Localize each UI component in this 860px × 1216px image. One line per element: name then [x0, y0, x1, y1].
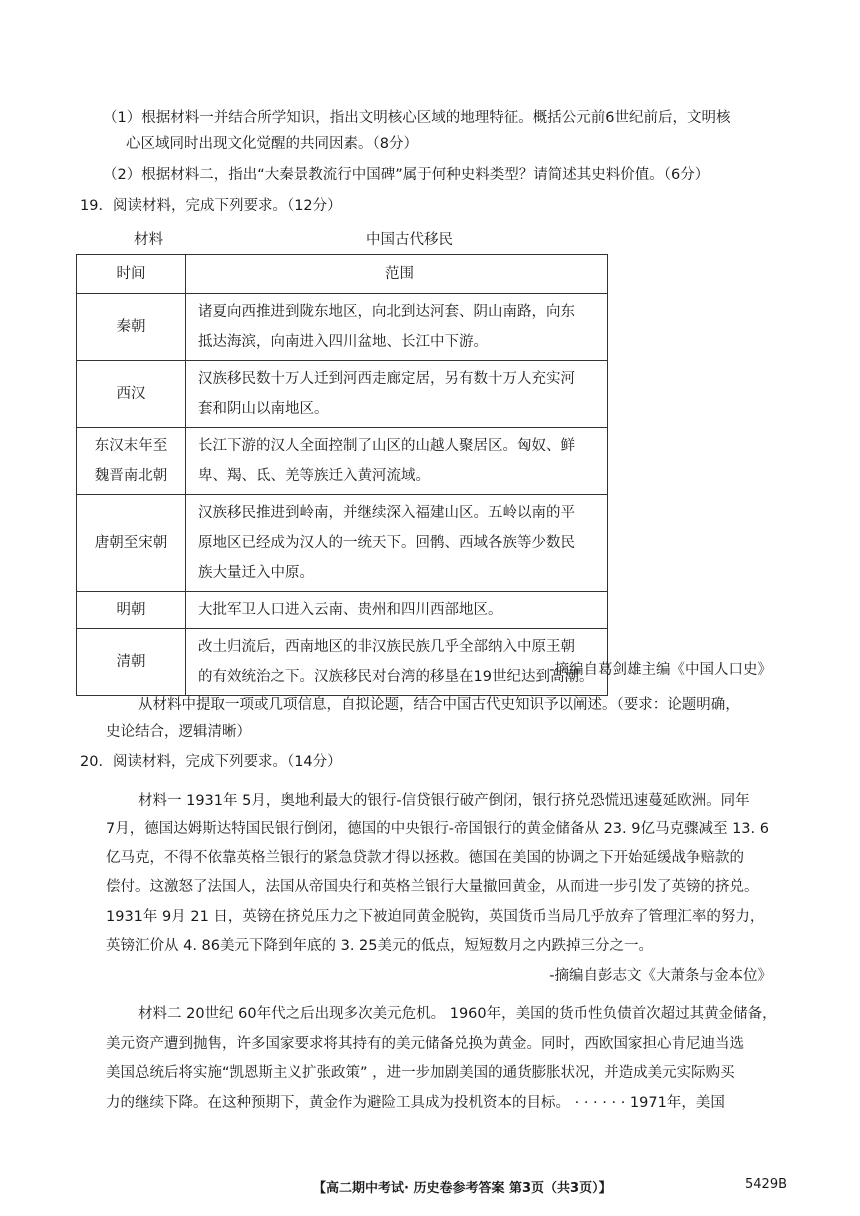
row-time-line: 唐朝至宋朝 [94, 535, 168, 551]
row-scope-line: 长江下游的汉人全面控制了山区的山越人聚居区。匈奴、鲜 [198, 438, 575, 454]
table-row [77, 629, 608, 696]
row-time [77, 495, 186, 592]
row-time [77, 361, 186, 428]
row-scope [186, 629, 608, 696]
table-row [77, 592, 608, 629]
row-scope [186, 592, 608, 629]
table-header-row [77, 255, 608, 294]
row-time-line: 秦朝 [116, 319, 146, 335]
q18-part1-line1: （1）根据材料一并结合所学知识，指出文明核心区域的地理特征。概括公元前6世纪前后，文明核 [103, 110, 731, 126]
row-time [77, 428, 186, 495]
migration-table [76, 254, 608, 696]
row-scope-line: 族大量迁入中原。 [198, 565, 314, 581]
material2-line: 材料二 20世纪 60年代之后出现多次美元危机。 1960年，美国的货币性负债首次超过其黄金储备， [138, 1006, 777, 1022]
table-row [77, 361, 608, 428]
header-time: 时间 [77, 255, 186, 294]
row-time-line: 魏晋南北朝 [94, 468, 168, 484]
row-scope-line: 卑、羯、氐、羌等族迁入黄河流域。 [198, 468, 430, 484]
row-scope-line: 改土归流后，西南地区的非汉族民族几乎全部纳入中原王朝 [198, 639, 575, 655]
row-scope-line: 抵达海滨，向南进入四川盆地、长江中下游。 [198, 334, 488, 350]
material-label: 材料 [134, 232, 163, 248]
header-scope: 范围 [186, 255, 608, 294]
footer-code: 5429B [745, 1177, 788, 1192]
row-time [77, 294, 186, 361]
q19-heading: 19．阅读材料，完成下列要求。（12分） [80, 198, 342, 214]
table-row [77, 428, 608, 495]
row-time-line: 清朝 [116, 654, 146, 670]
material1-line: 7月，德国达姆斯达特国民银行倒闭，德国的中央银行-帝国银行的黄金储备从 23. 9亿马克骤减至 13. 6 [106, 821, 769, 837]
material2-line: 力的继续下降。在这种预期下，黄金作为避险工具成为投机资本的目标。 · · · · · · 1971年，美国 [106, 1095, 725, 1111]
table-row [77, 495, 608, 592]
q18-part2: （2）根据材料二，指出“大秦景教流行中国碑”属于何种史料类型？请简述其史料价值。（6分） [103, 167, 710, 183]
row-scope [186, 361, 608, 428]
material1-line: 偿付。这激怒了法国人，法国从帝国央行和英格兰银行大量撤回黄金，从而进一步引发了英镑的挤兑。 [106, 879, 759, 895]
row-scope-line: 诸夏向西推进到陇东地区，向北到达河套、阴山南路，向东 [198, 304, 575, 320]
q20-heading: 20．阅读材料，完成下列要求。（14分） [80, 754, 342, 770]
material1-line: 材料一 1931年 5月，奥地利最大的银行-信贷银行破产倒闭，银行挤兑恐慌迅速蔓延欧洲。同年 [138, 793, 750, 809]
row-scope-line: 大批军卫人口进入云南、贵州和四川西部地区。 [198, 602, 503, 618]
row-scope [186, 428, 608, 495]
row-scope-line: 汉族移民数十万人迁到河西走廊定居，另有数十万人充实河 [198, 371, 575, 387]
material1-line: 亿马克，不得不依靠英格兰银行的紧急贷款才得以拯救。德国在美国的协调之下开始延缓战争赔款的 [106, 850, 744, 866]
row-time [77, 592, 186, 629]
q19-source: -摘编自葛剑雄主编《中国人口史》 [549, 662, 772, 678]
row-time-line: 东汉末年至 [94, 438, 168, 454]
q18-part1-line2: 心区域同时出现文化觉醒的共同因素。（8分） [126, 136, 418, 152]
row-scope-line: 的有效统治之下。汉族移民对台湾的移垦在19世纪达到高潮。 [198, 669, 594, 685]
table-title: 中国古代移民 [366, 232, 453, 248]
row-time-line: 明朝 [116, 602, 146, 618]
material2-line: 美国总统后将实施“凯恩斯主义扩张政策” ，进一步加剧美国的通货膨胀状况，并造成美元实际购买 [106, 1065, 735, 1081]
row-time [77, 629, 186, 696]
row-scope-line: 原地区已经成为汉人的一统天下。回鹘、西域各族等少数民 [198, 535, 575, 551]
row-scope [186, 294, 608, 361]
footer-page-info: 【高二期中考试· 历史卷参考答案 第3页（共3页）】 [313, 1181, 612, 1196]
material2-line: 美元资产遭到抛售，许多国家要求将其持有的美元储备兑换为黄金。同时，西欧国家担心肯尼迪当选 [106, 1036, 744, 1052]
material1-line: 英镑汇价从 4. 86美元下降到年底的 3. 25美元的低点，短短数月之内跌掉三分之一。 [106, 938, 654, 954]
material1-line: 1931年 9月 21 日，英镑在挤兑压力之下被迫同黄金脱钩，英国货币当局几乎放弃了管理汇率的努力， [106, 909, 765, 925]
row-time-line: 西汉 [116, 386, 146, 402]
q19-task-line2: 史论结合，逻辑清晰） [106, 724, 251, 740]
table-row [77, 294, 608, 361]
row-scope-line: 套和阴山以南地区。 [198, 401, 329, 417]
row-scope-line: 汉族移民推进到岭南，并继续深入福建山区。五岭以南的平 [198, 505, 575, 521]
row-scope [186, 495, 608, 592]
q19-task-line1: 从材料中提取一项或几项信息，自拟论题，结合中国古代史知识予以阐述。（要求：论题明确， [138, 697, 740, 713]
material1-source: -摘编自彭志文《大萧条与金本位》 [549, 968, 772, 984]
